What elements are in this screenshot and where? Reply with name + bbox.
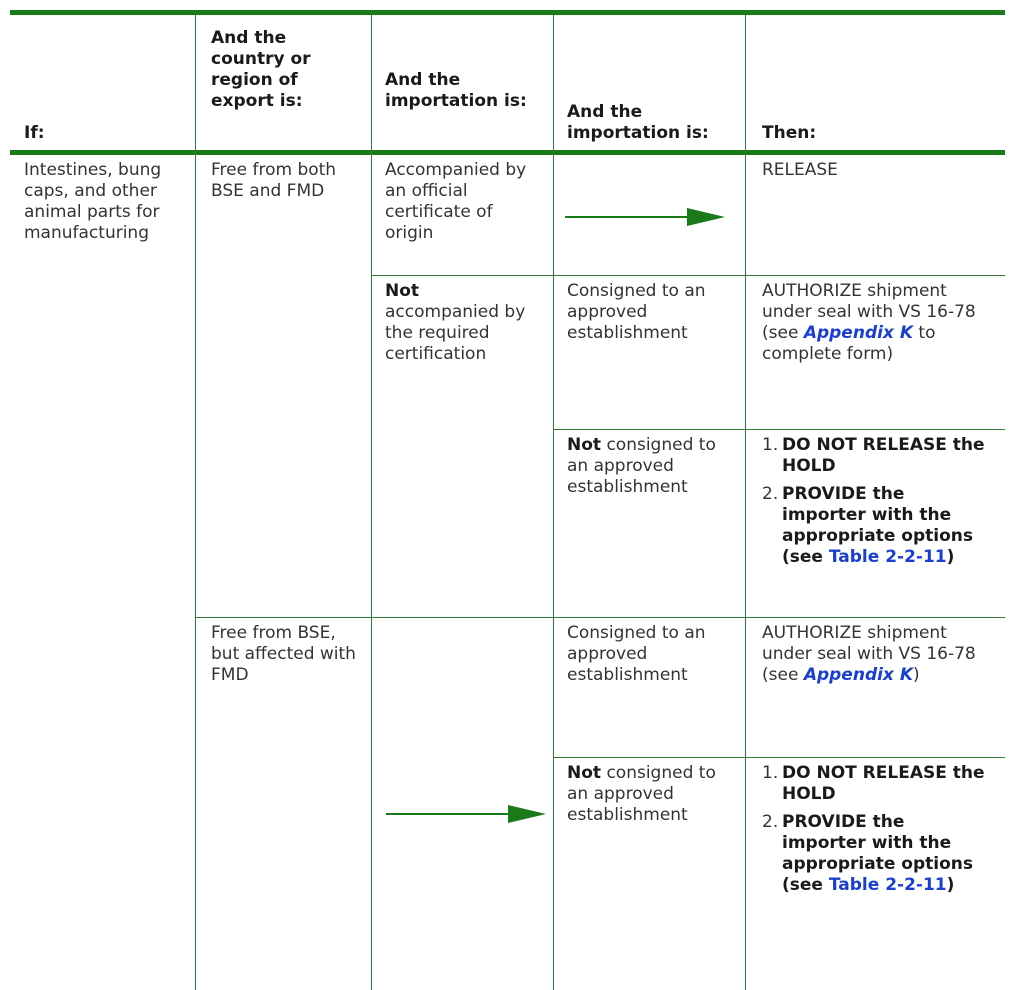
column-divider [371,15,372,990]
see-text: (see [782,547,829,567]
step-number: 2. [762,484,779,504]
importation-accompanied: Accompanied by an official certificate of origin [385,160,527,243]
not-consigned-approved-2 [567,763,742,826]
step-do-not-release: DO NOT RELEASE the HOLD [782,435,985,476]
appendix-k-link[interactable]: Appendix K [803,323,913,343]
to-complete-text: to complete form) [762,323,936,364]
appendix-k-link[interactable]: Appendix K [803,665,913,685]
region-free-bse-affected-fmd: Free from BSE, but affected with FMD [211,623,356,685]
authorize-text: AUTHORIZE shipment under seal with VS 16-78 [762,623,976,664]
see-text: (see [762,323,804,343]
step-number: 1. [762,763,779,783]
header-if: If: [24,123,45,143]
header-bottom-rule [10,150,1005,155]
arrow-right-icon [386,807,546,821]
step-do-not-release: DO NOT RELEASE the HOLD [782,763,985,804]
not-consigned-approved [567,435,742,498]
decision-table [10,10,1005,990]
not-label: Not [567,435,602,455]
not-label: Not [567,763,602,783]
row-divider [553,429,1005,430]
region-free-both: Free from both BSE and FMD [211,160,337,201]
table-top-rule [10,10,1005,15]
see-text: (see [782,875,829,895]
action-release: RELEASE [762,160,838,180]
see-text: (see [762,665,804,685]
header-importation: And the importation is: [385,70,527,111]
header-then: Then: [762,123,817,143]
table-2-2-11-link[interactable]: Table 2-2-11 [828,875,947,895]
close-paren: ) [913,665,920,685]
action-authorize-complete [762,281,997,365]
importation-not-accompanied [385,281,540,365]
consigned-approved: Consigned to an approved establishment [567,281,706,343]
column-divider [195,15,196,990]
header-country-region: And the country or region of export is: [211,28,311,111]
consigned-approved-2: Consigned to an approved establishment [567,623,706,685]
row-divider [553,757,1005,758]
header-importation-2: And the importation is: [567,102,709,143]
row-divider [371,275,1005,276]
close-paren: ) [946,547,955,567]
table-2-2-11-link[interactable]: Table 2-2-11 [828,547,947,567]
close-paren: ) [946,875,955,895]
column-divider [745,15,746,990]
action-authorize [762,623,997,686]
step-number: 1. [762,435,779,455]
item-description: Intestines, bung caps, and other animal parts for manufacturing [24,160,162,243]
not-consigned-text: consigned to an approved establishment [567,763,716,825]
step-number: 2. [762,812,779,832]
row-divider [195,617,1005,618]
arrow-right-icon [565,210,725,224]
action-steps [762,435,994,575]
column-divider [553,15,554,990]
action-steps-2 [762,763,994,903]
authorize-text: AUTHORIZE shipment under seal with VS 16-78 [762,281,976,322]
not-label: Not [385,281,420,301]
step-provide-options: PROVIDE the importer with the appropriate options [782,812,974,874]
step-provide-options: PROVIDE the importer with the appropriate options [782,484,974,546]
not-accompanied-text: accompanied by the required certification [385,302,526,364]
not-consigned-text: consigned to an approved establishment [567,435,716,497]
